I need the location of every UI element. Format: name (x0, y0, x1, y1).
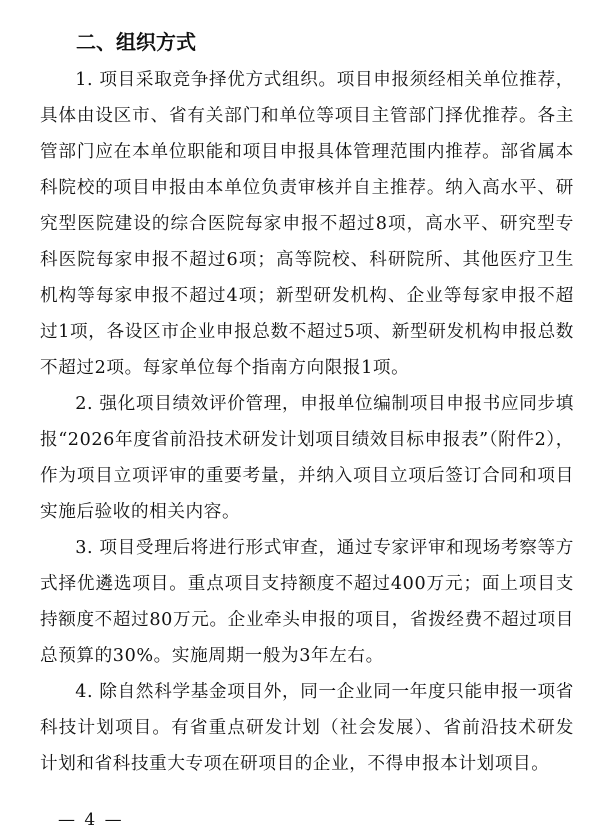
section-heading: 二、组织方式 (76, 30, 196, 54)
page-number: — 4 — (58, 810, 124, 830)
paragraph-3: 3. 项目受理后将进行形式审查，通过专家评审和现场考察等方式择优遴选项目。重点项目支持额度不超过400万元；面上项目支持额度不超过80万元。企业牵头申报的项目，省拨经费不超过项目总预算的30%。实施周期一般为3年左右。 (40, 538, 574, 666)
document-body (40, 22, 574, 782)
paragraph-2: 2. 强化项目绩效评价管理，申报单位编制项目申报书应同步填报“2026年度省前沿技术研发计划项目绩效目标申报表”（附件2），作为项目立项评审的重要考量，并纳入项目立项后签订合同和项目实施后验收的相关内容。 (40, 394, 574, 522)
paragraph-4: 4. 除自然科学基金项目外，同一企业同一年度只能申报一项省科技计划项目。有省重点研发计划（社会发展）、省前沿技术研发计划和省科技重大专项在研项目的企业，不得申报本计划项目。 (40, 682, 574, 774)
paragraph-1: 1. 项目采取竞争择优方式组织。项目申报须经相关单位推荐，具体由设区市、省有关部门和单位等项目主管部门择优推荐。各主管部门应在本单位职能和项目申报具体管理范围内推荐。部省属本科院校的项目申报由本单位负责审核并自主推荐。纳入高水平、研究型医院建设的综合医院每家申报不超过8项，高水平、研究型专科医院每家申报不超过6项；高等院校、科研院所、其他医疗卫生机构等每家申报不超过4项；新型研发机构、企业等每家申报不超过1项，各设区市企业申报总数不超过5项、新型研发机构申报总数不超过2项。每家单位每个指南方向限报1项。 (40, 70, 574, 378)
